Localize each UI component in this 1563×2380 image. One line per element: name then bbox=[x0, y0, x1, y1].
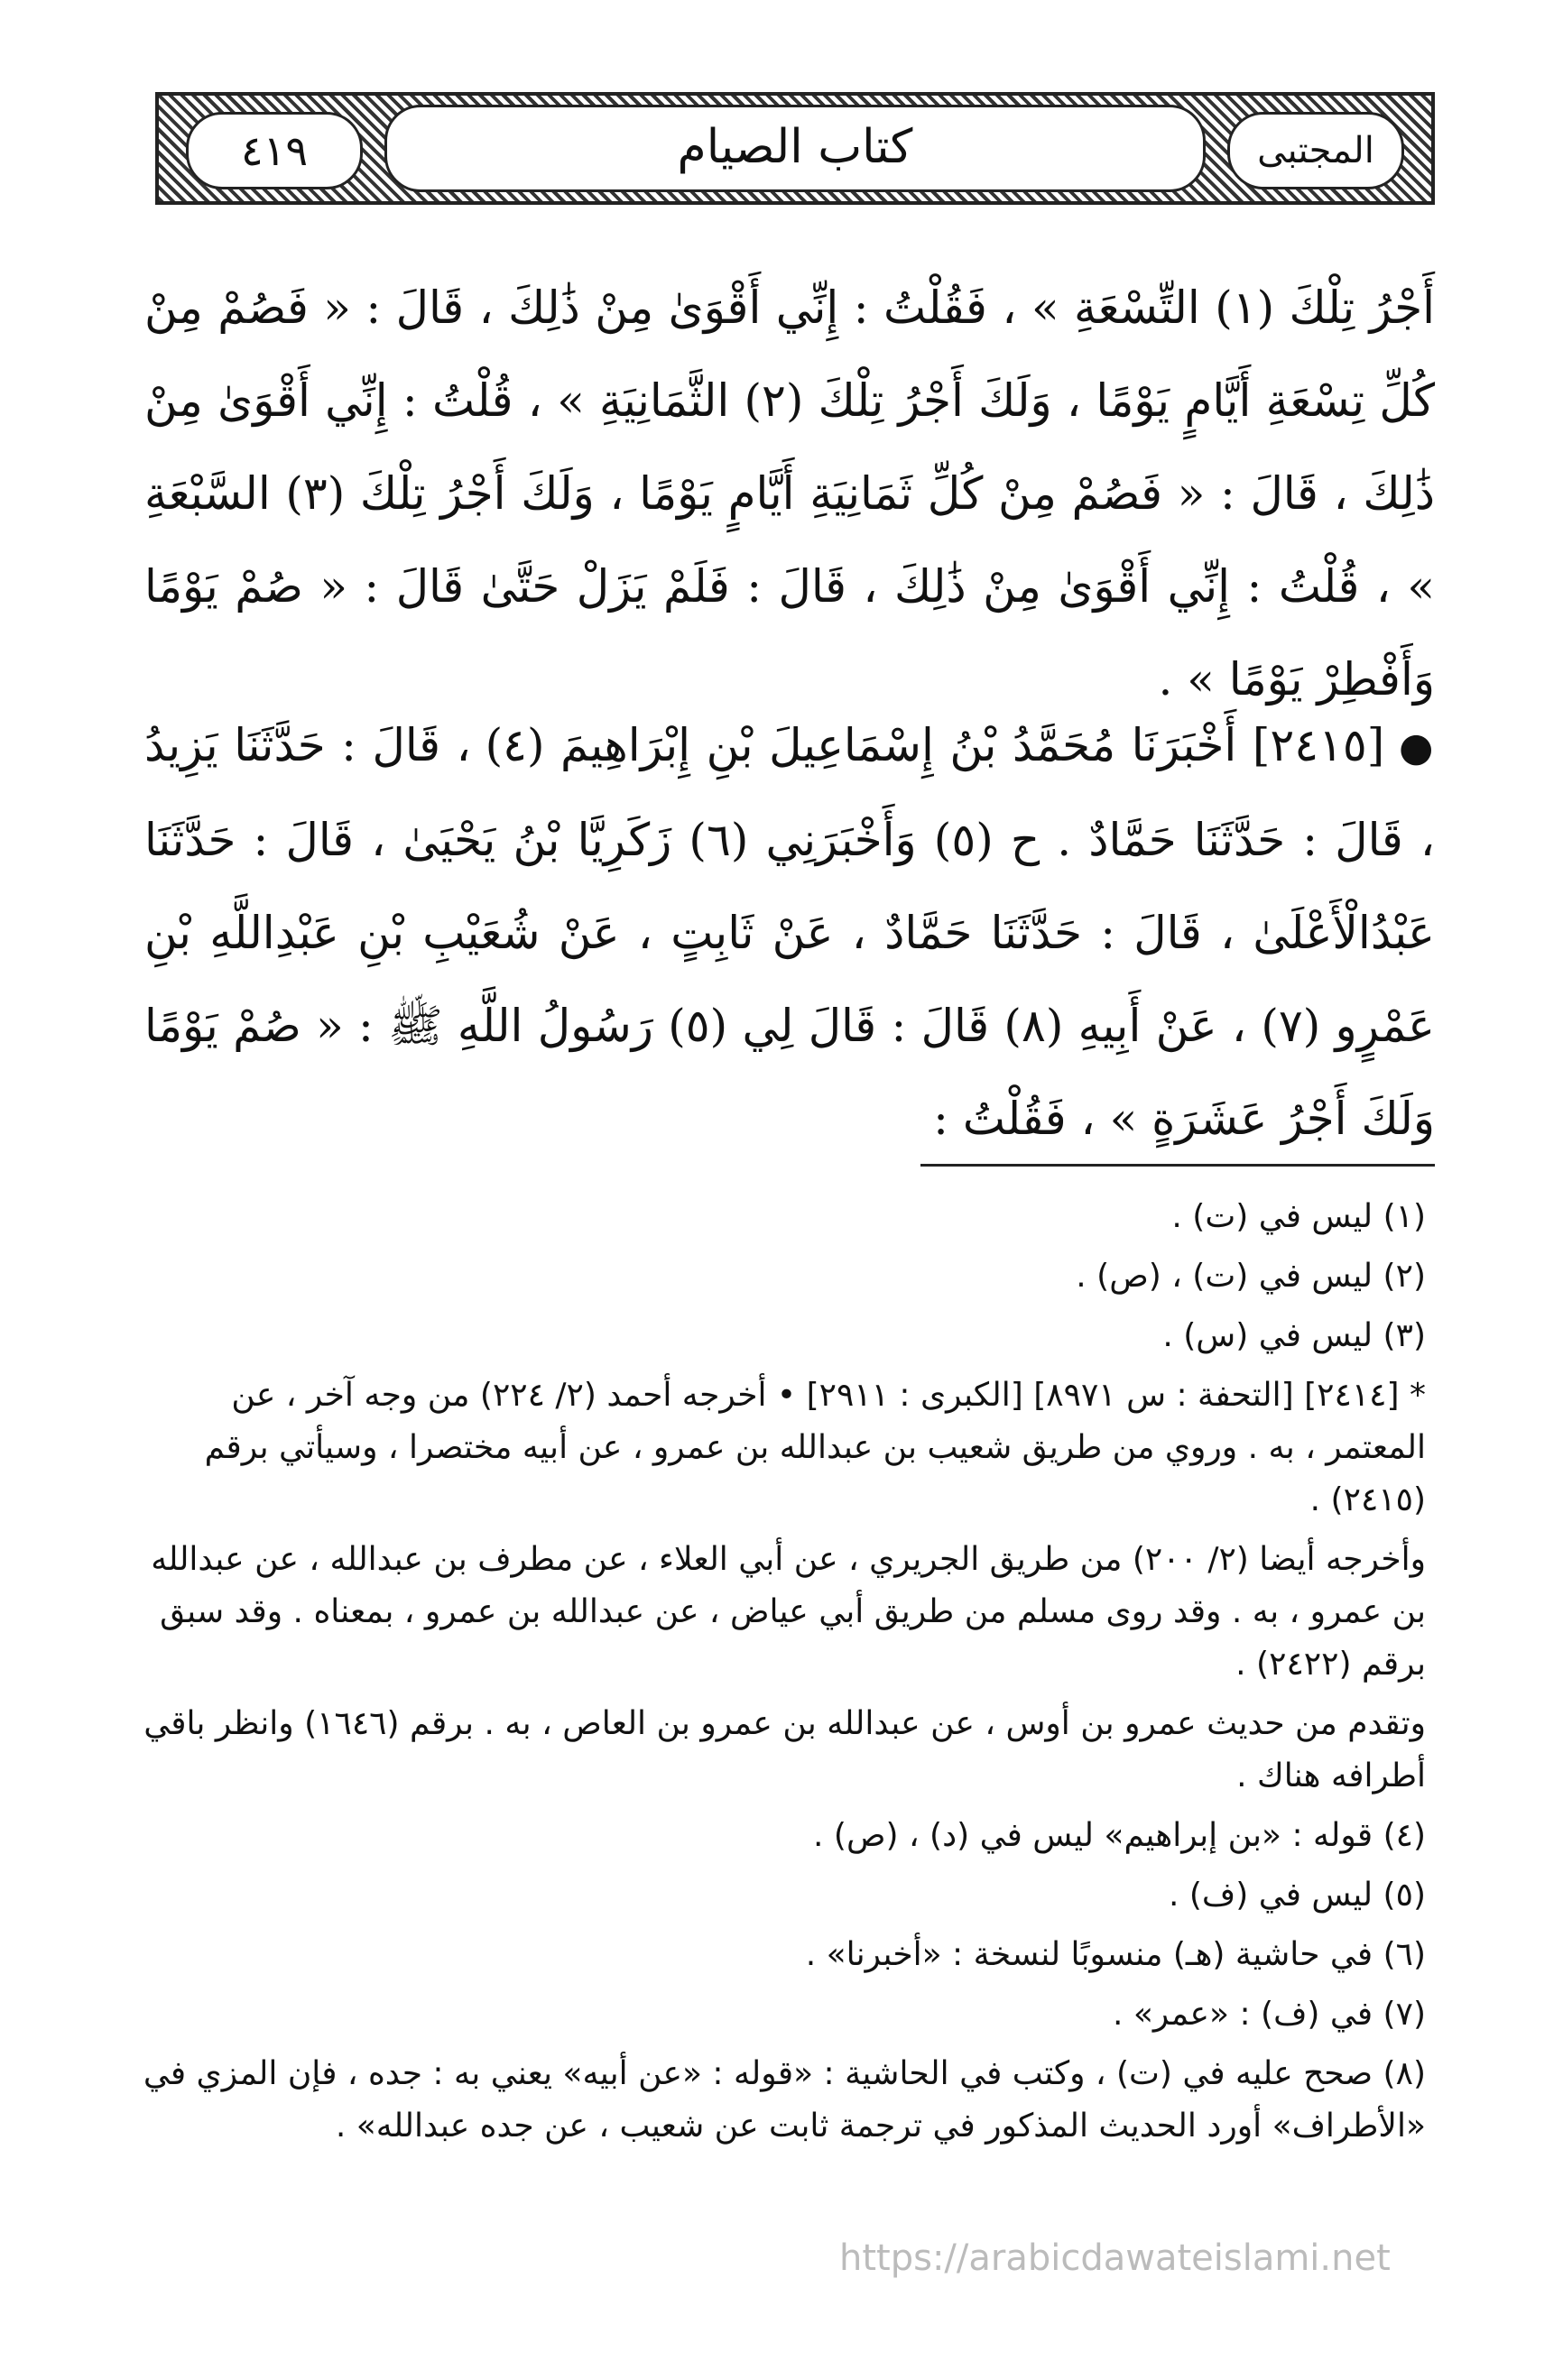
chapter-title: كتاب الصيام bbox=[677, 120, 913, 174]
footnote-1: (١) ليس في (ت) . bbox=[1171, 1198, 1426, 1235]
footnote-separator bbox=[920, 1164, 1435, 1167]
footnote-3: (٣) ليس في (س) . bbox=[1162, 1317, 1426, 1354]
main-paragraph-1 bbox=[144, 262, 1435, 726]
footnote-2: (٢) ليس في (ت) ، (ص) . bbox=[1076, 1258, 1426, 1295]
watermark-url: https://arabicdawateislami.net bbox=[839, 2237, 1391, 2279]
footnote-5: (٥) ليس في (ف) . bbox=[1168, 1877, 1426, 1914]
page-number: ٤١٩ bbox=[186, 112, 363, 189]
main-paragraph-2 bbox=[144, 699, 1435, 1166]
takhrij-3: وتقدم من حديث عمرو بن أوس ، عن عبدالله بن عمرو بن العاص ، به . برقم (١٦٤٦) وانظر باقي أطرافه هناك . bbox=[143, 1705, 1426, 1794]
footnote-4: (٤) قوله : «بن إبراهيم» ليس في (د) ، (ص) . bbox=[813, 1817, 1426, 1854]
page-header bbox=[155, 92, 1435, 205]
book-brand: المجتبى bbox=[1227, 112, 1404, 189]
footnote-7: (٧) في (ف) : «عمر» . bbox=[1112, 1996, 1426, 2033]
footnote-6: (٦) في حاشية (هـ) منسوبًا لنسخة : «أخبرنا» . bbox=[805, 1936, 1426, 1973]
footnotes-block bbox=[135, 1191, 1426, 2160]
main-text-2: [٢٤١٥] أَخْبَرَنَا مُحَمَّدُ بْنُ إِسْمَاعِيلَ بْنِ إِبْرَاهِيمَ (٤) ، قَالَ : حَدَّثَنَا يَزِيدُ ، قَالَ : حَدَّثَنَا حَمَّادٌ . ح (٥) وَأَخْبَرَنِي (٦) زَكَرِيَّا بْنُ يَحْيَىٰ ، قَالَ : حَدَّثَنَا عَبْدُالْأَعْلَىٰ ، قَالَ : حَدَّثَنَا حَمَّادٌ ، عَنْ ثَابِتٍ ، عَنْ شُعَيْبِ بْنِ عَبْدِاللَّهِ بْنِ عَمْرٍو (٧) ، عَنْ أَبِيهِ (٨) قَالَ : قَالَ لِي (٥) رَسُولُ اللَّهِ ﷺ : « صُمْ يَوْمًا وَلَكَ أَجْرُ عَشَرَةٍ » ، فَقُلْتُ : bbox=[144, 719, 1436, 1145]
hadith-bullet-icon: ● bbox=[1384, 724, 1435, 770]
footnote-8: (٨) صحح عليه في (ت) ، وكتب في الحاشية : «قوله : «عن أبيه» يعني به : جده ، فإن المزي في «الأطراف» أورد الحديث المذكور في ترجمة ثابت عن شعيب ، عن جده عبدالله» . bbox=[143, 2055, 1426, 2145]
takhrij-2: وأخرجه أيضا (٢/ ٢٠٠) من طريق الجريري ، عن أبي العلاء ، عن مطرف بن عبدالله ، عن عبدالله بن عمرو ، به . وقد روى مسلم من طريق أبي عياض ، عن عبدالله بن عمرو ، بمعناه . وقد سبق برقم (٢٤٢٢) . bbox=[151, 1541, 1426, 1683]
main-text-1: أَجْرُ تِلْكَ (١) التِّسْعَةِ » ، فَقُلْتُ : إِنِّي أَقْوَىٰ مِنْ ذَٰلِكَ ، قَالَ : « فَصُمْ مِنْ كُلِّ تِسْعَةِ أَيَّامٍ يَوْمًا ، وَلَكَ أَجْرُ تِلْكَ (٢) الثَّمَانِيَةِ » ، قُلْتُ : إِنِّي أَقْوَىٰ مِنْ ذَٰلِكَ ، قَالَ : « فَصُمْ مِنْ كُلِّ ثَمَانِيَةِ أَيَّامٍ يَوْمًا ، وَلَكَ أَجْرُ تِلْكَ (٣) السَّبْعَةِ » ، قُلْتُ : إِنِّي أَقْوَىٰ مِنْ ذَٰلِكَ ، قَالَ : فَلَمْ يَزَلْ حَتَّىٰ قَالَ : « صُمْ يَوْمًا وَأَفْطِرْ يَوْمًا » . bbox=[144, 281, 1436, 706]
header-title-frame bbox=[384, 105, 1206, 192]
takhrij-1: * [٢٤١٤] [التحفة : س ٨٩٧١] [الكبرى : ٢٩١١] • أخرجه أحمد (٢/ ٢٢٤) من وجه آخر ، عن المعتمر ، به . وروي من طريق شعيب بن عبدالله بن عمرو ، عن أبيه مختصرا ، وسيأتي برقم (٢٤١٥) . bbox=[204, 1377, 1426, 1518]
